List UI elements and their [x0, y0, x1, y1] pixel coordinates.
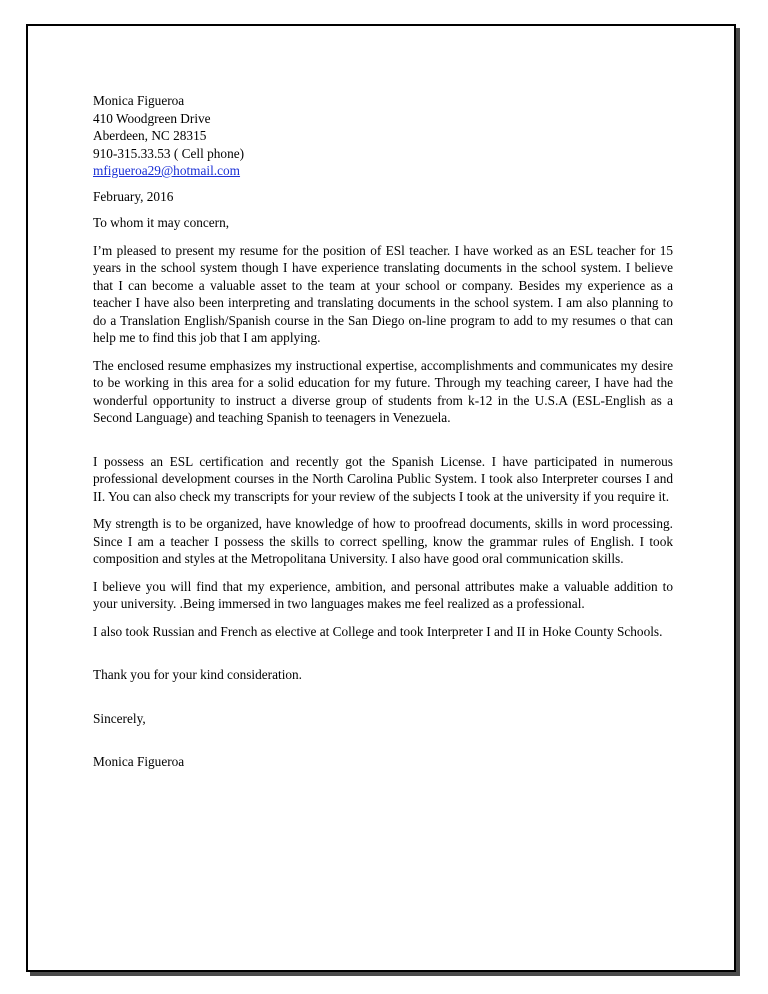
body-paragraph-3: I possess an ESL certification and recently got the Spanish License. I have participated in numerous professional development courses in the North Carolina Public System. I took also Interpreter courses I and II. You can also check my transcripts for your review of the subjects I took at the university if you require it. — [93, 453, 673, 504]
sender-street: 410 Woodgreen Drive — [93, 110, 211, 126]
sender-email-link[interactable]: mfigueroa29@hotmail.com — [93, 163, 241, 178]
signature-name: Monica Figueroa — [93, 754, 185, 769]
sender-city-state-zip: Aberdeen, NC 28315 — [93, 128, 207, 143]
body-paragraph-2: The enclosed resume emphasizes my instructional expertise, accomplishments and communicates my desire to be working in this area for a solid education for my future. Through my teaching career, I have had the wonderful opportunity to instruct a diverse group of students from k-12 in the U.S.A (ESL-English as a Second Language) and teaching Spanish to teenagers in Venezuela. — [93, 357, 673, 425]
thank-you-line: Thank you for your kind consideration. — [93, 667, 303, 682]
body-paragraph-1: I’m pleased to present my resume for the position of ESl teacher. I have worked as an ESL teacher for 15 years in the school system though I have experience translating documents in the school system. I believe that I can become a valuable asset to the team at your school or company. Besides my experience as a teacher I have also been interpreting and translating documents in the school system. I am also planning to do a Translation English/Spanish course in the San Diego on-line program to add to my resumes o that can help me to find this job that I am applying. — [93, 242, 673, 345]
body-paragraph-4: My strength is to be organized, have knowledge of how to proofread documents, skills in word processing. Since I am a teacher I possess the skills to correct spelling, know the grammar rules of English. I took composition and styles at the Metropolitana University. I also have good oral communication skills. — [93, 516, 673, 566]
cover-letter — [93, 92, 673, 771]
letter-date: February, 2016 — [93, 188, 174, 204]
sender-address-block — [93, 92, 673, 180]
sender-phone: 910-315.33.53 ( Cell phone) — [93, 145, 245, 161]
closing: Sincerely, — [93, 710, 146, 726]
sender-name: Monica Figueroa — [93, 93, 185, 108]
body-paragraph-6: I also took Russian and French as elective at College and took Interpreter I and II in Hoke County Schools. — [93, 623, 663, 639]
salutation: To whom it may concern, — [93, 215, 230, 230]
body-paragraph-5: I believe you will find that my experience, ambition, and personal attributes make a valuable addition to your university. .Being immersed in two languages makes me feel realized as a professional. — [93, 578, 673, 611]
